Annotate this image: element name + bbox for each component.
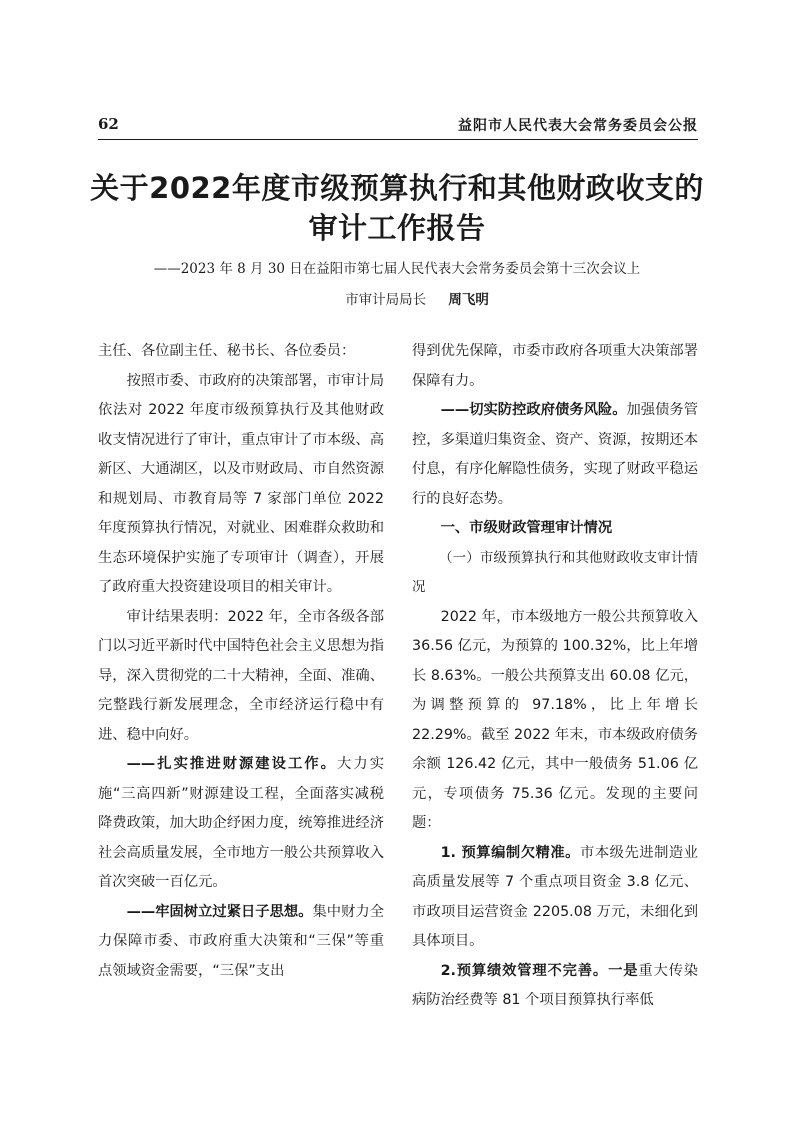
document-title <box>60 168 734 248</box>
salutation: 主任、各位副主任、秘书长、各位委员： <box>98 343 356 359</box>
title-line-1: 关于2022年度市级预算执行和其他财政收支的 <box>90 171 704 205</box>
issue-budget-precision <box>412 839 698 957</box>
point-title: ——切实防控政府债务风险。 <box>440 402 627 418</box>
document-subtitle: ——2023 年 8 月 30 日在益阳市第七届人民代表大会常务委员会第十三次会议上 <box>153 261 641 277</box>
header-rule <box>98 139 698 140</box>
journal-name: 益阳市人民代表大会常务委员会公报 <box>458 118 698 134</box>
issue-title: 1. 预算编制欠精准。 <box>440 844 580 861</box>
paragraph-continued: 得到优先保障，市委市政府各项重大决策部署保障有力。 <box>412 343 698 389</box>
byline <box>60 289 734 311</box>
paragraph-results: 审计结果表明：2022 年，全市各级各部门以习近平新时代中国特色社会主义思想为指导，深入贯彻党的二十大精神，全面、准确、完整践行新发展理念，全市经济运行稳中有进、稳中向好。 <box>98 608 384 743</box>
issue-body: 市本级先进制造业高质量发展等 7 个重点项目资金 3.8 亿元、市政项目运营资金 2205.08 万元，未细化到具体项目。 <box>412 844 699 949</box>
running-header <box>98 113 698 137</box>
byline-role: 市审计局局长 <box>345 292 427 308</box>
issue-title: 2.预算绩效管理不完善。 <box>440 962 609 979</box>
point-title: ——扎实推进财源建设工作。 <box>126 756 338 772</box>
left-column <box>98 337 384 986</box>
paragraph-intro: 按照市委、市政府的决策部署，市审计局依法对 2022 年度市级预算执行及其他财政收支情况进行了审计，重点审计了市本级、高新区、大通湖区，以及市财政局、市自然资源和规划局、市教育局等 7 家部门单位 2022 年度预算执行情况，对就业、困难群众救助和生态环境保护实施了专项审计（调查），开展了政府重大投资建设项目的相关审计。 <box>98 372 384 595</box>
right-column <box>412 337 698 1016</box>
issue-lead: 一是 <box>608 962 639 979</box>
point-finance-source <box>98 750 384 898</box>
point-title: ——牢固树立过紧日子思想。 <box>126 903 313 920</box>
paragraph-budget-figures: 2022 年，市本级地方一般公共预算收入 36.56 亿元，为预算的 100.32%，比上年增长 8.63%。一般公共预算支出 60.08 亿元，为调整预算的 97.18%，比上年增长 22.29%。截至 2022 年末，市本级政府债务余额 126.42 亿元，其中一般债务 51.06 亿元，专项债务 75.36 亿元。发现的主要问题： <box>412 608 698 831</box>
page-number: 62 <box>98 115 119 133</box>
point-body: 集中财力全力保障市委、市政府重大决策和“三保”等重点领域资金需要，“三保”支出 <box>98 903 384 979</box>
point-tight-budget <box>98 898 384 987</box>
issue-body: 重大传染病防治经费等 81 个项目预算执行率低 <box>412 962 699 1008</box>
title-block <box>60 168 734 311</box>
section-heading: 一、市级财政管理审计情况 <box>440 520 613 536</box>
title-line-2: 审计工作报告 <box>308 211 486 245</box>
issue-performance-management <box>412 957 698 1016</box>
point-body: 加强债务管控，多渠道归集资金、资产、资源，按期还本付息，有序化解隐性债务，实现了财政平稳运行的良好态势。 <box>412 402 698 507</box>
subsection-heading: （一）市级预算执行和其他财政收支审计情况 <box>412 549 698 595</box>
byline-author: 周飞明 <box>448 292 489 308</box>
point-debt-risk <box>412 396 698 514</box>
point-body: 大力实施“三高四新”财源建设工程，全面落实减税降费政策，加大助企纾困力度，统筹推进经济社会高质量发展，全市地方一般公共预算收入首次突破一百亿元。 <box>98 756 384 890</box>
